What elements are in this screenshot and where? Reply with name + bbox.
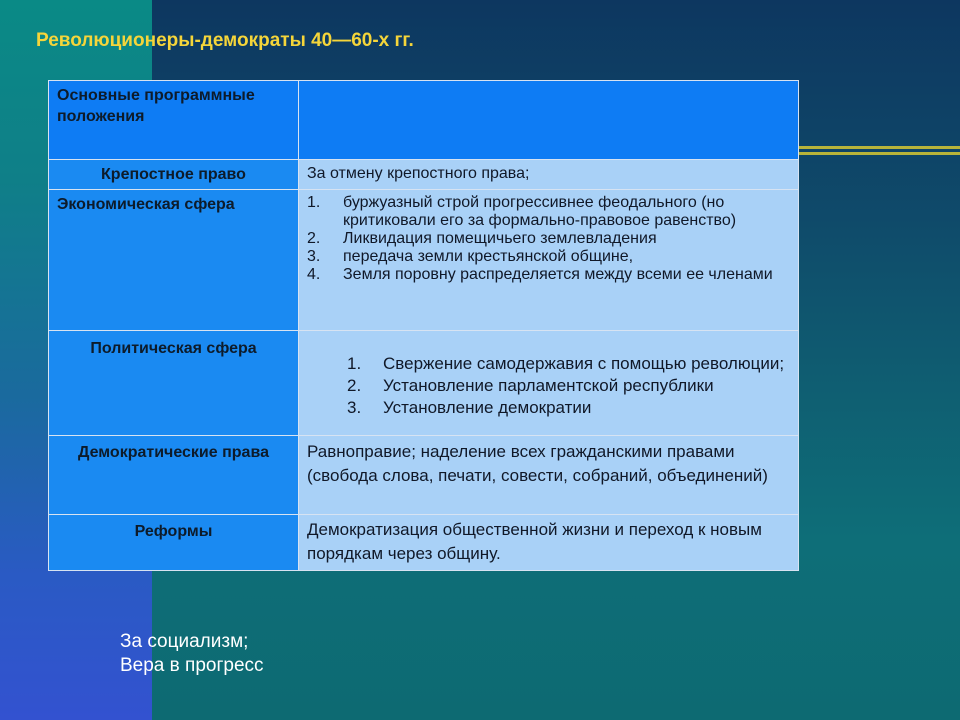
- list-item-number: 3.: [307, 248, 321, 265]
- header-label-cell: [49, 81, 299, 160]
- row-content-cell: [299, 190, 799, 331]
- table-row-reforms: [49, 515, 799, 571]
- list-item-text: Установление парламентской республики: [383, 376, 714, 395]
- footer-line: Вера в прогресс: [120, 655, 264, 676]
- list-item-text: Свержение самодержавия с помощью революции;: [383, 354, 785, 373]
- row-content-cell: [299, 331, 799, 436]
- accent-stripes: [798, 146, 960, 162]
- program-table: [48, 80, 799, 571]
- list-item: [299, 230, 798, 248]
- row-label: Крепостное право: [101, 166, 246, 183]
- row-label-cell: [49, 331, 299, 436]
- list-item-text: передача земли крестьянской общине,: [343, 248, 634, 265]
- row-text: Равноправие; наделение всех гражданскими правами (свобода слова, печати, совести, собраний, объединений): [307, 442, 768, 485]
- row-label: Экономическая сфера: [57, 196, 235, 213]
- list-item: [339, 375, 798, 397]
- list-item-text: буржуазный строй прогрессивнее феодального (но критиковали его за формально-правовое равенство): [343, 194, 737, 229]
- header-label: Основные программные положения: [57, 87, 255, 125]
- row-label-cell: [49, 160, 299, 190]
- accent-stripe: [798, 152, 960, 155]
- accent-stripe: [798, 146, 960, 149]
- table-row-serfdom: [49, 160, 799, 190]
- list-item: [299, 266, 798, 284]
- header-value-cell: [299, 81, 799, 160]
- table-row-economic: [49, 190, 799, 331]
- row-content-cell: [299, 436, 799, 515]
- row-label-cell: [49, 515, 299, 571]
- list-item: [339, 397, 798, 419]
- list-item-number: 1.: [307, 194, 321, 211]
- row-label: Реформы: [134, 523, 213, 540]
- political-list: [299, 347, 798, 419]
- row-content-cell: [299, 160, 799, 190]
- row-label: Политическая сфера: [90, 340, 257, 357]
- footer-notes: [120, 630, 264, 678]
- row-text: За отмену крепостного права;: [307, 165, 530, 182]
- list-item: [339, 353, 798, 375]
- economic-list: [299, 190, 798, 284]
- footer-line: За социализм;: [120, 631, 249, 652]
- row-text: Демократизация общественной жизни и переход к новым порядкам через общину.: [307, 520, 762, 563]
- list-item-text: Ликвидация помещичьего землевладения: [343, 230, 657, 247]
- row-label-cell: [49, 436, 299, 515]
- slide-title: Революционеры-демократы 40—60-х гг.: [36, 30, 414, 51]
- list-item: [299, 248, 798, 266]
- list-item-text: Земля поровну распределяется между всеми ее членами: [343, 266, 773, 283]
- list-item-number: 1.: [347, 354, 362, 373]
- header-value: [299, 81, 798, 89]
- list-item-number: 4.: [307, 266, 321, 283]
- list-item-text: Установление демократии: [383, 398, 592, 417]
- list-item: [299, 194, 798, 230]
- table-header-row: [49, 81, 799, 160]
- row-label-cell: [49, 190, 299, 331]
- row-content-cell: [299, 515, 799, 571]
- row-label: Демократические права: [78, 444, 269, 461]
- list-item-number: 3.: [347, 398, 362, 417]
- table-row-political: [49, 331, 799, 436]
- list-item-number: 2.: [347, 376, 362, 395]
- list-item-number: 2.: [307, 230, 321, 247]
- table-row-democratic-rights: [49, 436, 799, 515]
